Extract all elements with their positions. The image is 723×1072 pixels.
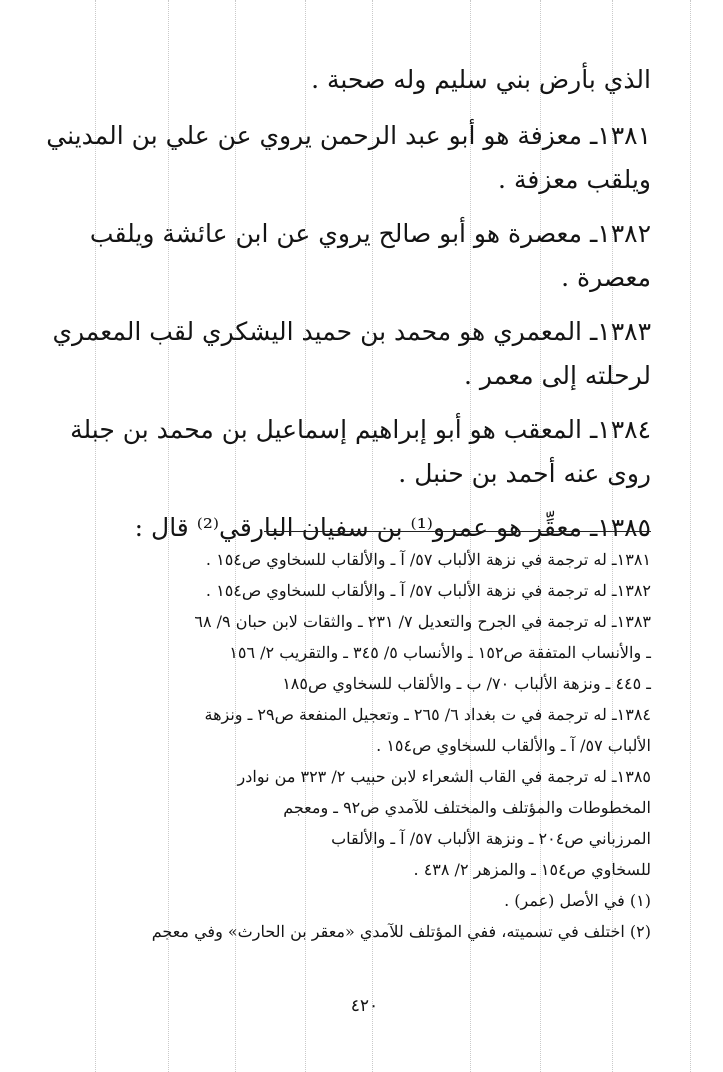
entry-line: لرحلته إلى معمر . xyxy=(464,361,651,390)
footnote-line: ١٣٨٤ـ له ترجمة في ت بغداد ٦/ ٢٦٥ ـ وتعجيل المنفعة ص٢٩ ـ ونزهة xyxy=(204,705,651,724)
footnotes xyxy=(78,544,651,947)
entry-line: ١٣٨٣ـ المعمري هو محمد بن حميد اليشكري لقب المعمري xyxy=(52,317,651,346)
page-number: ٤٢٠ xyxy=(350,996,379,1016)
footnote-line: (٢) اختلف في تسميته، ففي المؤتلف للآمدي «معقر بن الحارث» وفي معجم xyxy=(151,922,651,941)
footnote-1 xyxy=(78,575,651,606)
entry-line: ١٣٨٤ـ المعقب هو أبو إبراهيم إسماعيل بن محمد بن جبلة xyxy=(70,415,651,444)
footnote-line: ١٣٨٢ـ له ترجمة في نزهة الألباب ٥٧/ آ ـ والألقاب للسخاوي ص١٥٤ . xyxy=(205,581,651,600)
footnote-line: ـ ٤٤٥ ـ ونزهة الألباب ٧٠/ ب ـ والألقاب للسخاوي ص١٨٥ xyxy=(282,674,651,693)
footnote-line: ١٣٨١ـ له ترجمة في نزهة الألباب ٥٧/ آ ـ والألقاب للسخاوي ص١٥٤ . xyxy=(205,550,651,569)
footnote-line: المرزباني ص٢٠٤ ـ ونزهة الألباب ٥٧/ آ ـ والألقاب xyxy=(331,829,651,848)
footnote-3 xyxy=(78,699,651,761)
entry-line: روى عنه أحمد بن حنبل . xyxy=(398,459,651,488)
footnote-separator xyxy=(264,531,651,532)
footnote-line: ـ والأنساب المتفقة ص١٥٢ ـ والأنساب ٥/ ٣٤٥ ـ والتقريب ٢/ ١٥٦ xyxy=(229,643,651,662)
entry-4 xyxy=(70,408,651,496)
entry-1 xyxy=(46,114,651,202)
entry-3 xyxy=(52,310,651,398)
footnote-line: (١) في الأصل (عمر) . xyxy=(504,891,651,910)
footnote-line: ١٣٨٣ـ له ترجمة في الجرح والتعديل ٧/ ٢٣١ ـ والثقات لابن حبان ٩/ ٦٨ xyxy=(194,612,651,631)
footnote-6 xyxy=(78,916,651,947)
entry-0 xyxy=(78,58,651,102)
footnote-4 xyxy=(78,761,651,885)
entry-2 xyxy=(78,212,651,300)
footnote-line: المخطوطات والمؤتلف والمختلف للآمدي ص٩٢ ـ ومعجم xyxy=(283,798,651,817)
footnote-2 xyxy=(78,606,651,699)
footnote-line: الألباب ٥٧/ آ ـ والألقاب للسخاوي ص١٥٤ . xyxy=(376,736,651,755)
entry-line: ويلقب معزفة . xyxy=(498,165,651,194)
footnote-5 xyxy=(78,885,651,916)
entry-line: ١٣٨٥ـ معقِّر هو عمرو⁽¹⁾ بن سفيان البارقي⁽²⁾ قال : xyxy=(134,513,651,542)
entry-line: معصرة . xyxy=(561,263,651,292)
entry-line: ١٣٨١ـ معزفة هو أبو عبد الرحمن يروي عن علي بن المديني xyxy=(46,121,651,150)
footnote-line: ١٣٨٥ـ له ترجمة في القاب الشعراء لابن حبيب ٢/ ٣٢٣ من نوادر xyxy=(237,767,651,786)
entry-line: الذي بأرض بني سليم وله صحبة . xyxy=(311,65,651,94)
footnote-0 xyxy=(78,544,651,575)
main-text xyxy=(46,58,651,550)
page-body xyxy=(46,58,651,1072)
footnote-line: للسخاوي ص١٥٤ ـ والمزهر ٢/ ٤٣٨ . xyxy=(413,860,651,879)
entry-line: ١٣٨٢ـ معصرة هو أبو صالح يروي عن ابن عائشة ويلقب xyxy=(89,219,651,248)
